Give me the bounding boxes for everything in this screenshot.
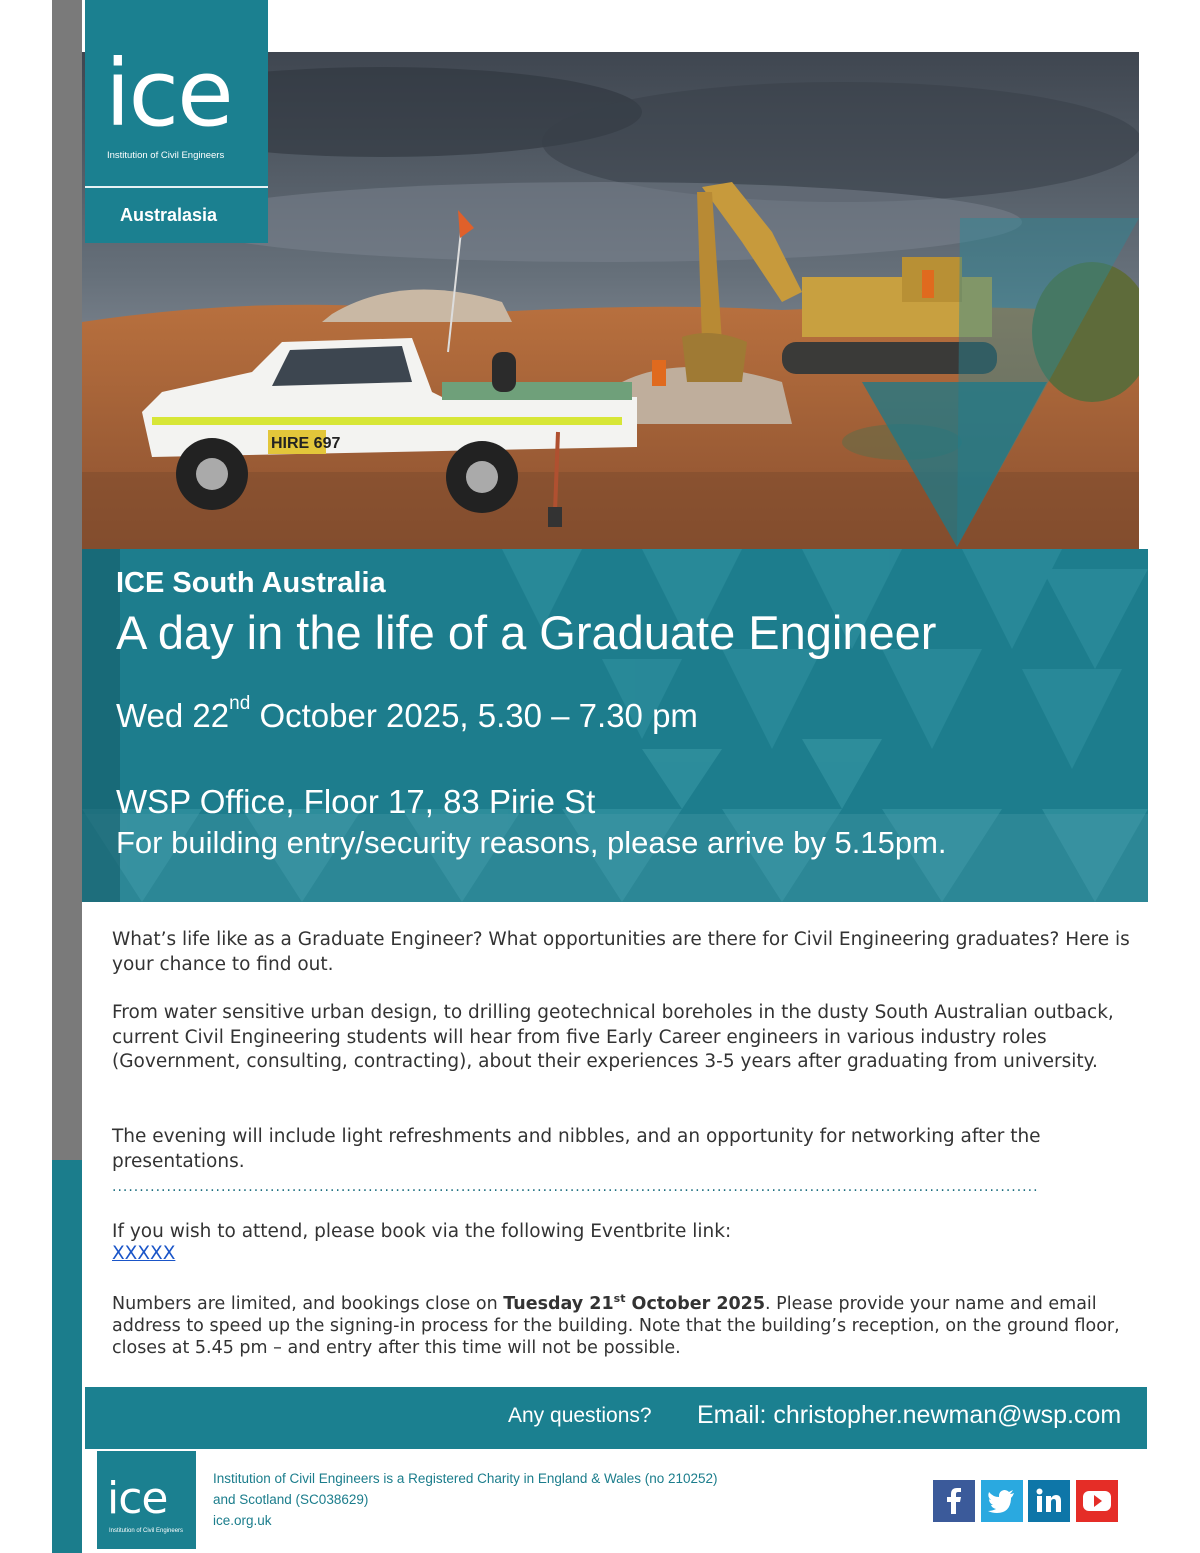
twitter-icon[interactable] xyxy=(981,1480,1023,1522)
intro-paragraph: What’s life like as a Graduate Engineer? What opportunities are there for Civil Engineering graduates? Here is your chance to find out. xyxy=(112,929,1130,975)
event-title: A day in the life of a Graduate Engineer xyxy=(116,606,937,659)
organizer-name: ICE South Australia xyxy=(116,567,386,599)
booking-details-paragraph xyxy=(112,1288,1132,1359)
contact-bar xyxy=(85,1387,1147,1449)
ice-logo-wordmark: ice xyxy=(105,40,232,147)
event-venue: WSP Office, Floor 17, 83 Pirie St xyxy=(116,783,596,820)
ice-logo-subtitle: Institution of Civil Engineers xyxy=(107,150,225,161)
charity-line-1: Institution of Civil Engineers is a Registered Charity in England & Wales (no 210252) xyxy=(213,1471,718,1486)
booking-details-start: Numbers are limited, and bookings close on xyxy=(112,1293,504,1314)
booking-close-date xyxy=(503,1294,765,1314)
charity-line-2: and Scotland (SC038629) xyxy=(213,1492,369,1507)
youtube-icon[interactable] xyxy=(1076,1480,1118,1522)
charity-notice xyxy=(213,1468,718,1531)
linkedin-icon[interactable] xyxy=(1028,1480,1070,1522)
event-date-day: Wed 22 xyxy=(116,697,230,734)
contact-email[interactable]: Email: christopher.newman@wsp.com xyxy=(697,1401,1122,1429)
facebook-icon[interactable] xyxy=(933,1480,975,1522)
left-gutter-bar xyxy=(52,0,82,1160)
logo-divider xyxy=(85,186,268,188)
event-banner xyxy=(82,549,1148,902)
booking-details-rest: . Please provide your name and email address to speed up the signing-in process for the building. Note that the building’s reception, on the ground floor, closes at 5.45 pm – and entry after this time will not be possible. xyxy=(112,1293,1120,1358)
ute-plate: HIRE 697 xyxy=(271,435,341,452)
left-gutter-bar-teal xyxy=(52,1160,82,1553)
event-date-rest: October 2025, 5.30 – 7.30 pm xyxy=(250,697,698,734)
website-link[interactable]: ice.org.uk xyxy=(213,1513,272,1528)
footer-logo-subtitle: Institution of Civil Engineers xyxy=(109,1528,184,1534)
dotted-divider: ·········································································································································································· xyxy=(112,1184,1039,1198)
booking-intro: If you wish to attend, please book via the following Eventbrite link: xyxy=(112,1221,732,1242)
booking-close-month: October 2025 xyxy=(625,1293,766,1314)
refreshments-paragraph: The evening will include light refreshments and nibbles, and an opportunity for networking after the presentations. xyxy=(112,1126,1041,1172)
description-paragraph: From water sensitive urban design, to drilling geotechnical boreholes in the dusty South Australian outback, current Civil Engineering students will hear from five Early Career engineers in various industry roles (Government, consulting, contracting), about their experiences 3-5 years after graduating from university. xyxy=(112,1002,1114,1072)
questions-label: Any questions? xyxy=(508,1404,652,1427)
arrival-note: For building entry/security reasons, please arrive by 5.15pm. xyxy=(116,825,947,860)
event-date xyxy=(116,693,698,735)
booking-close-day: Tuesday 21 xyxy=(503,1293,614,1314)
footer-logo-wordmark: ice xyxy=(107,1473,168,1524)
footer-spacer xyxy=(85,1451,97,1553)
footer-ice-logo xyxy=(97,1451,196,1549)
region-label: Australasia xyxy=(120,205,218,225)
event-date-ordinal: nd xyxy=(229,693,251,714)
booking-close-ordinal: st xyxy=(613,1292,626,1305)
eventbrite-link[interactable]: XXXXX xyxy=(112,1243,176,1264)
ice-logo-panel xyxy=(85,0,268,243)
